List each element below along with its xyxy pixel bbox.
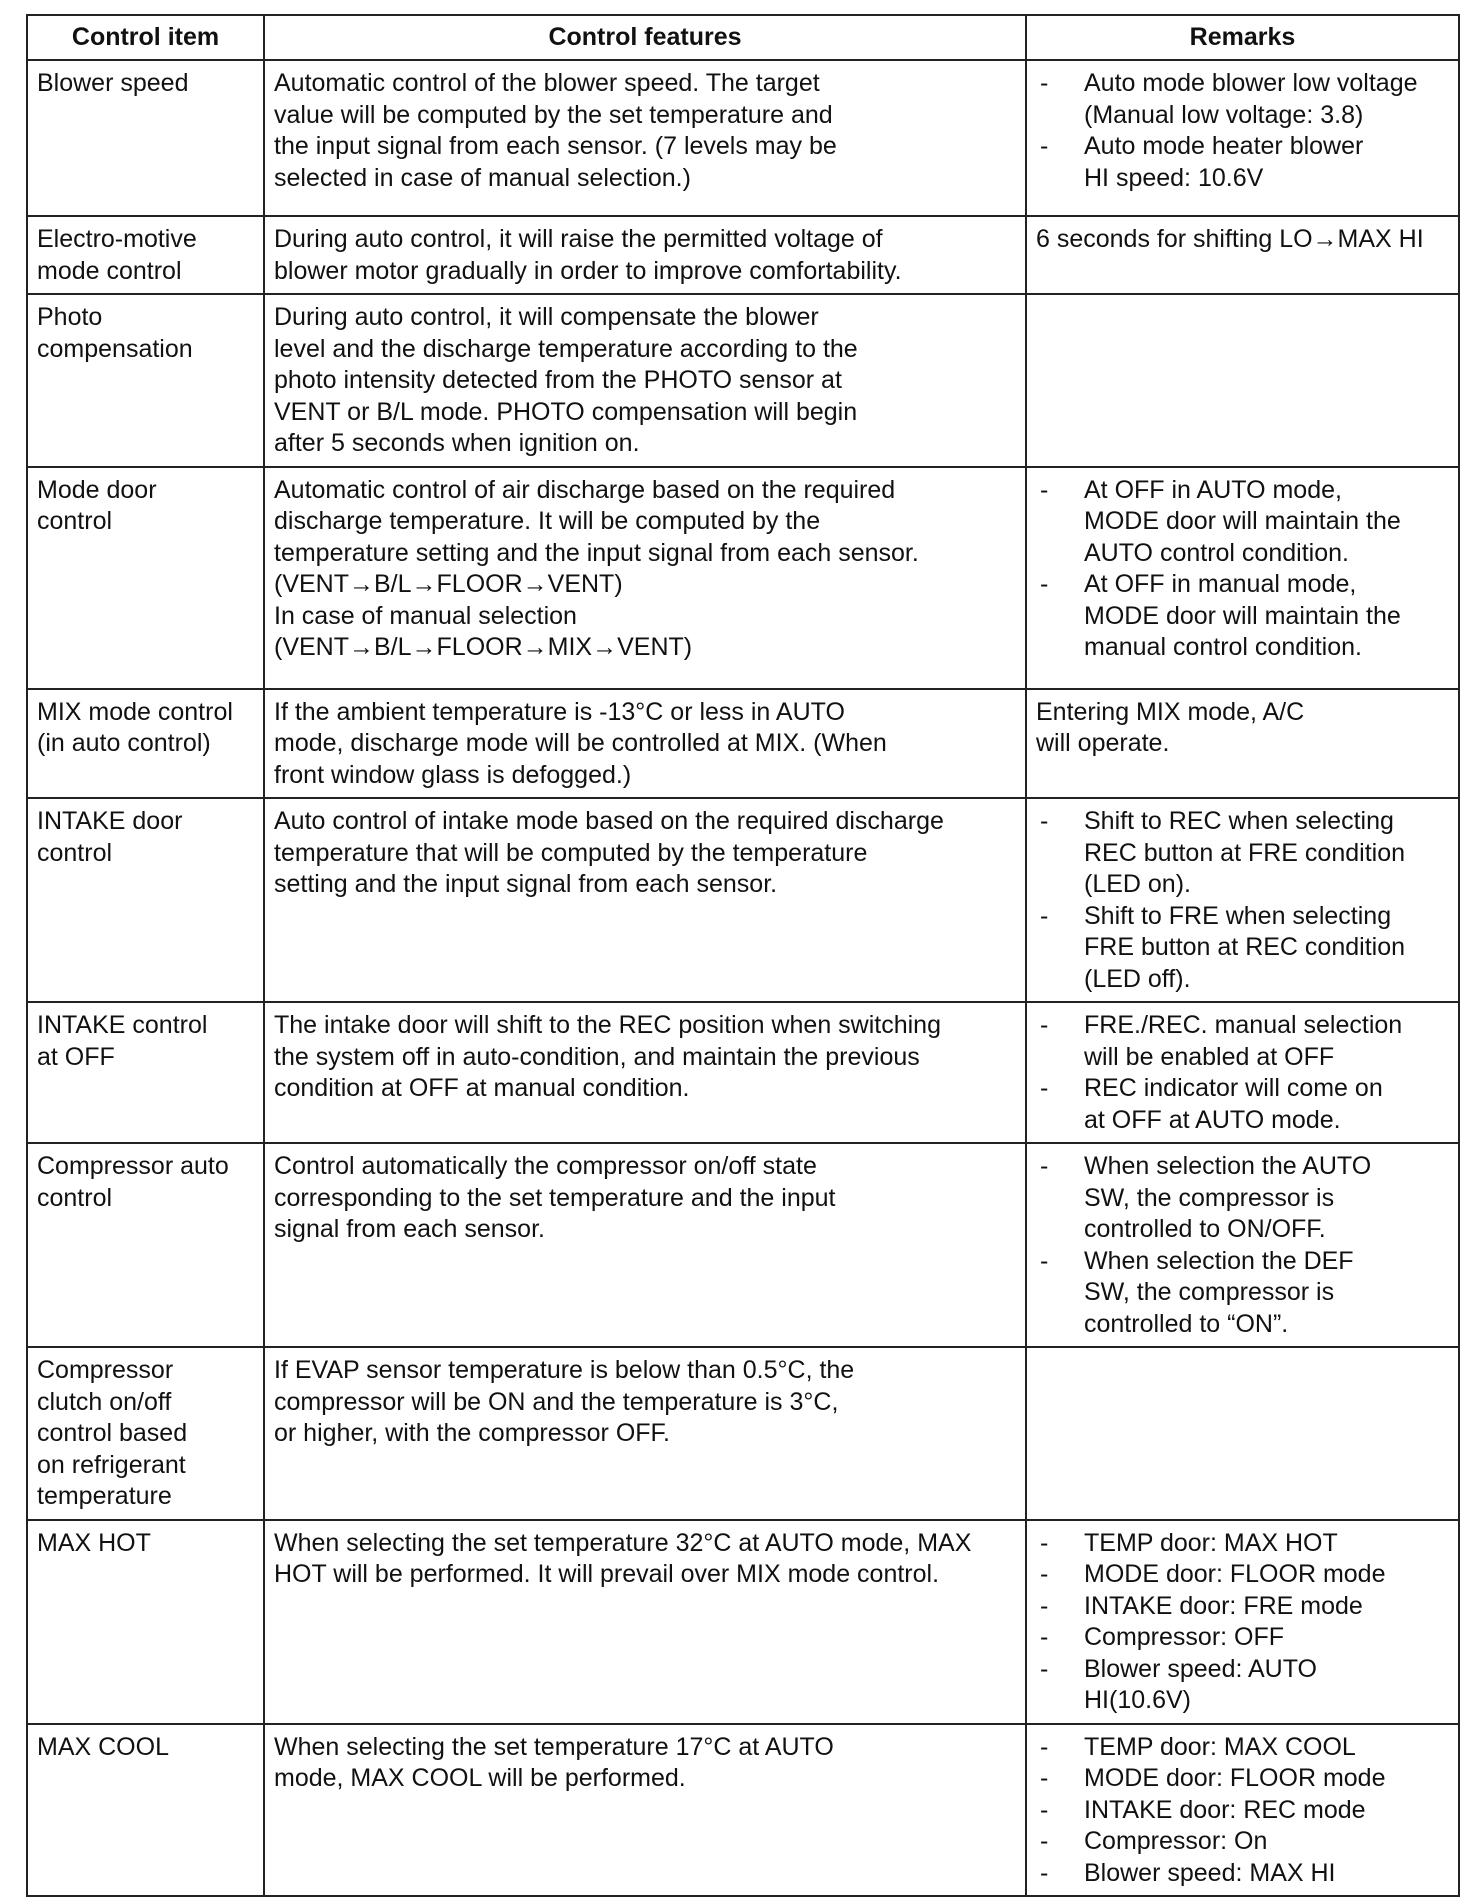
- remarks-bullet-line: will be enabled at OFF: [1084, 1042, 1335, 1071]
- control-features-line: or higher, with the compressor OFF.: [274, 1419, 670, 1447]
- control-item-cell: [27, 467, 264, 689]
- control-item-cell: [27, 1143, 264, 1347]
- control-features-line: mode, discharge mode will be controlled at MIX. (When: [274, 729, 887, 757]
- control-features-line: The intake door will shift to the REC position when switching: [274, 1011, 941, 1039]
- remarks-bullet: [1036, 1654, 1450, 1717]
- control-item-line: MAX HOT: [37, 1528, 151, 1557]
- control-item-cell: [27, 294, 264, 467]
- bullet-dash-icon: -: [1040, 1528, 1049, 1557]
- remarks-bullet: [1036, 1591, 1450, 1623]
- remarks-cell: [1026, 60, 1459, 216]
- control-features-line: mode, MAX COOL will be performed.: [274, 1764, 686, 1792]
- bullet-dash-icon: -: [1040, 1152, 1049, 1180]
- remarks-bullet-line: Shift to REC when selecting: [1084, 807, 1394, 835]
- table-row: [27, 60, 1459, 216]
- bullet-dash-icon: -: [1040, 1623, 1049, 1651]
- remarks-bullet-text: [1084, 1591, 1363, 1623]
- control-features-line: (VENT→B/L→FLOOR→MIX→VENT): [274, 633, 693, 661]
- control-item-line: control: [37, 838, 113, 867]
- control-features-line: Auto control of intake mode based on the required discharge: [274, 807, 944, 835]
- remarks-cell: [1026, 1520, 1459, 1724]
- remarks-bullet-line: AUTO control condition.: [1084, 538, 1349, 567]
- remarks-bullet-line: MODE door: FLOOR mode: [1084, 1764, 1386, 1792]
- remarks-bullet-line: SW, the compressor is: [1084, 1278, 1335, 1306]
- remarks-bullet: [1036, 1073, 1450, 1136]
- remarks-bullet-line: manual control condition.: [1084, 633, 1362, 661]
- remarks-bullet-text: [1084, 68, 1418, 131]
- table-row: [27, 1002, 1459, 1143]
- remarks-bullet: [1036, 1826, 1450, 1858]
- remarks-bullet-line: controlled to “ON”.: [1084, 1309, 1289, 1338]
- remarks-bullet: [1036, 1559, 1450, 1591]
- control-item-line: control: [37, 507, 113, 535]
- remarks-bullet: [1036, 901, 1450, 996]
- control-features-line: Control automatically the compressor on/off state: [274, 1152, 817, 1180]
- control-features-line: Automatic control of air discharge based on the required: [274, 475, 896, 504]
- control-item-line: clutch on/off: [37, 1387, 172, 1416]
- table-body: [27, 60, 1459, 1896]
- remarks-bullet: [1036, 1010, 1450, 1073]
- control-features-line: value will be computed by the set temperature and: [274, 100, 833, 129]
- control-features-line: selected in case of manual selection.): [274, 163, 691, 192]
- remarks-bullet-line: Auto mode blower low voltage: [1084, 69, 1418, 97]
- remarks-bullet: [1036, 1795, 1450, 1827]
- control-features-line: When selecting the set temperature 17°C at AUTO: [274, 1732, 834, 1761]
- control-item-line: Mode door: [37, 475, 157, 504]
- remarks-bullet: [1036, 569, 1450, 664]
- remarks-bullet-line: MODE door: FLOOR mode: [1084, 1560, 1386, 1588]
- remarks-bullet: [1036, 68, 1450, 131]
- remarks-bullet-line: INTAKE door: FRE mode: [1084, 1591, 1363, 1620]
- control-features-line: During auto control, it will raise the permitted voltage of: [274, 225, 883, 253]
- remarks-bullet-text: [1084, 131, 1363, 194]
- remarks-bullet: [1036, 806, 1450, 901]
- control-item-cell: [27, 1724, 264, 1897]
- control-features-cell: [264, 467, 1026, 689]
- remarks-bullet-text: [1084, 1654, 1317, 1717]
- control-features-line: corresponding to the set temperature and the input: [274, 1183, 836, 1212]
- remarks-bullet: [1036, 1732, 1450, 1764]
- control-item-line: Compressor: [37, 1356, 174, 1384]
- control-features-line: If EVAP sensor temperature is below than 0.5°C, the: [274, 1356, 855, 1384]
- remarks-bullet-line: Blower speed: AUTO: [1084, 1654, 1317, 1683]
- bullet-dash-icon: -: [1040, 1011, 1049, 1039]
- control-features-cell: [264, 1347, 1026, 1520]
- remarks-bullet-line: HI speed: 10.6V: [1084, 163, 1264, 192]
- control-features-cell: [264, 1520, 1026, 1724]
- control-features-line: During auto control, it will compensate the blower: [274, 303, 819, 331]
- table-row: [27, 467, 1459, 689]
- remarks-bullet-line: FRE button at REC condition: [1084, 933, 1405, 961]
- remarks-bullet-line: (Manual low voltage: 3.8): [1084, 100, 1364, 129]
- control-features-cell: [264, 294, 1026, 467]
- remarks-bullet-text: [1084, 569, 1401, 664]
- control-features-line: setting and the input signal from each sensor.: [274, 870, 778, 898]
- remarks-cell: [1026, 1143, 1459, 1347]
- bullet-dash-icon: -: [1040, 1827, 1049, 1855]
- header-remarks: Remarks: [1026, 15, 1459, 60]
- control-features-line: after 5 seconds when ignition on.: [274, 429, 640, 457]
- control-features-line: temperature setting and the input signal from each sensor.: [274, 538, 919, 567]
- remarks-bullet-text: [1084, 475, 1401, 570]
- remarks-bullet-line: REC button at FRE condition: [1084, 838, 1405, 867]
- remarks-bullet: [1036, 1763, 1450, 1795]
- bullet-dash-icon: -: [1040, 1764, 1049, 1792]
- remarks-bullet-line: SW, the compressor is: [1084, 1183, 1335, 1212]
- header-control-item: Control item: [27, 15, 264, 60]
- remarks-bullet-line: REC indicator will come on: [1084, 1074, 1383, 1102]
- remarks-bullet-text: [1084, 901, 1405, 996]
- remarks-cell: [1026, 689, 1459, 799]
- remarks-bullet: [1036, 475, 1450, 570]
- control-item-cell: [27, 1002, 264, 1143]
- control-features-cell: [264, 216, 1026, 294]
- remarks-bullet: [1036, 1622, 1450, 1654]
- remarks-bullet: [1036, 131, 1450, 194]
- control-features-line: front window glass is defogged.): [274, 760, 632, 789]
- table-header: [27, 15, 1459, 60]
- remarks-bullet-line: When selection the AUTO: [1084, 1152, 1372, 1180]
- remarks-bullet-line: (LED off).: [1084, 964, 1191, 993]
- remarks-cell: [1026, 1002, 1459, 1143]
- control-features-line: the input signal from each sensor. (7 levels may be: [274, 132, 837, 160]
- remarks-bullet-text: [1084, 1246, 1354, 1341]
- table-row: [27, 1520, 1459, 1724]
- remarks-bullet-text: [1084, 1826, 1267, 1858]
- remarks-bullet-line: at OFF at AUTO mode.: [1084, 1105, 1341, 1134]
- table-row: [27, 798, 1459, 1002]
- control-features-line: level and the discharge temperature according to the: [274, 334, 858, 363]
- control-item-cell: [27, 1520, 264, 1724]
- bullet-dash-icon: -: [1040, 475, 1049, 504]
- bullet-dash-icon: -: [1040, 901, 1049, 930]
- remarks-bullet-text: [1084, 1795, 1366, 1827]
- remarks-bullet-line: Auto mode heater blower: [1084, 132, 1364, 160]
- remarks-bullet-line: Compressor: On: [1084, 1827, 1268, 1855]
- header-control-features: Control features: [264, 15, 1026, 60]
- control-features-line: blower motor gradually in order to improve comfortability.: [274, 256, 902, 285]
- remarks-cell: [1026, 1724, 1459, 1897]
- table-row: [27, 1724, 1459, 1897]
- remarks-cell: [1026, 467, 1459, 689]
- control-item-cell: [27, 689, 264, 799]
- control-item-cell: [27, 60, 264, 216]
- control-features-line: Automatic control of the blower speed. The target: [274, 69, 820, 97]
- control-item-line: Compressor auto: [37, 1152, 229, 1180]
- remarks-bullet-text: [1084, 806, 1405, 901]
- bullet-dash-icon: -: [1040, 1858, 1049, 1887]
- remarks-bullet: [1036, 1528, 1450, 1560]
- remarks-bullet-line: HI(10.6V): [1084, 1686, 1191, 1714]
- remarks-cell: [1026, 216, 1459, 294]
- remarks-cell: [1026, 294, 1459, 467]
- remarks-cell: [1026, 1347, 1459, 1520]
- bullet-dash-icon: -: [1040, 1591, 1049, 1620]
- remarks-line: 6 seconds for shifting LO→MAX HI: [1036, 225, 1424, 253]
- remarks-bullet-line: Shift to FRE when selecting: [1084, 901, 1392, 930]
- control-features-line: condition at OFF at manual condition.: [274, 1074, 690, 1102]
- remarks-line: will operate.: [1036, 729, 1170, 757]
- control-item-line: INTAKE control: [37, 1011, 208, 1039]
- control-features-line: If the ambient temperature is -13°C or less in AUTO: [274, 697, 845, 726]
- remarks-bullet-text: [1084, 1732, 1356, 1764]
- bullet-dash-icon: -: [1040, 69, 1049, 97]
- control-features-cell: [264, 1002, 1026, 1143]
- control-features-line: signal from each sensor.: [274, 1215, 545, 1243]
- bullet-dash-icon: -: [1040, 807, 1049, 835]
- remarks-bullet-text: [1084, 1151, 1371, 1246]
- control-item-line: temperature: [37, 1482, 172, 1510]
- remarks-bullet: [1036, 1246, 1450, 1341]
- remarks-line: Entering MIX mode, A/C: [1036, 697, 1305, 726]
- control-item-line: MIX mode control: [37, 697, 233, 726]
- remarks-bullet-line: FRE./REC. manual selection: [1084, 1011, 1403, 1039]
- control-features-line: photo intensity detected from the PHOTO sensor at: [274, 366, 842, 394]
- bullet-dash-icon: -: [1040, 570, 1049, 598]
- table-row: [27, 294, 1459, 467]
- control-item-line: at OFF: [37, 1042, 115, 1071]
- bullet-dash-icon: -: [1040, 1560, 1049, 1588]
- control-features-line: VENT or B/L mode. PHOTO compensation will begin: [274, 397, 858, 426]
- control-item-line: Electro-motive: [37, 225, 197, 253]
- control-features-line: HOT will be performed. It will prevail over MIX mode control.: [274, 1560, 940, 1588]
- control-features-cell: [264, 1143, 1026, 1347]
- remarks-bullet-line: Blower speed: MAX HI: [1084, 1858, 1336, 1887]
- remarks-bullet-text: [1084, 1528, 1338, 1560]
- table-row: [27, 689, 1459, 799]
- control-features-line: When selecting the set temperature 32°C at AUTO mode, MAX: [274, 1528, 972, 1557]
- control-item-cell: [27, 216, 264, 294]
- remarks-bullet-line: TEMP door: MAX HOT: [1084, 1528, 1338, 1557]
- remarks-bullet-line: At OFF in manual mode,: [1084, 570, 1357, 598]
- table-row: [27, 1143, 1459, 1347]
- control-item-line: MAX COOL: [37, 1732, 169, 1761]
- remarks-bullet-text: [1084, 1010, 1402, 1073]
- bullet-dash-icon: -: [1040, 1732, 1049, 1761]
- control-item-cell: [27, 798, 264, 1002]
- bullet-dash-icon: -: [1040, 132, 1049, 160]
- bullet-dash-icon: -: [1040, 1074, 1049, 1102]
- control-item-line: compensation: [37, 334, 193, 363]
- control-features-cell: [264, 1724, 1026, 1897]
- remarks-bullet-line: TEMP door: MAX COOL: [1084, 1732, 1356, 1761]
- table-row: [27, 216, 1459, 294]
- remarks-bullet: [1036, 1151, 1450, 1246]
- control-features-cell: [264, 60, 1026, 216]
- control-item-line: Photo: [37, 303, 103, 331]
- remarks-bullet-line: INTAKE door: REC mode: [1084, 1795, 1366, 1824]
- remarks-bullet-line: At OFF in AUTO mode,: [1084, 475, 1342, 504]
- bullet-dash-icon: -: [1040, 1795, 1049, 1824]
- remarks-bullet-line: (LED on).: [1084, 870, 1191, 898]
- remarks-bullet-line: controlled to ON/OFF.: [1084, 1215, 1326, 1243]
- control-item-line: INTAKE door: [37, 807, 183, 835]
- control-item-cell: [27, 1347, 264, 1520]
- control-features-line: discharge temperature. It will be computed by the: [274, 507, 821, 535]
- control-features-line: (VENT→B/L→FLOOR→VENT): [274, 570, 623, 598]
- control-features-line: compressor will be ON and the temperature is 3°C,: [274, 1387, 839, 1416]
- remarks-bullet-line: MODE door will maintain the: [1084, 601, 1401, 630]
- control-item-line: control: [37, 1183, 113, 1212]
- remarks-bullet-text: [1084, 1073, 1383, 1136]
- control-item-line: Blower speed: [37, 69, 189, 97]
- control-features-line: the system off in auto-condition, and maintain the previous: [274, 1042, 920, 1071]
- remarks-cell: [1026, 798, 1459, 1002]
- remarks-bullet-text: [1084, 1622, 1284, 1654]
- header-row: [27, 15, 1459, 60]
- control-features-line: temperature that will be computed by the temperature: [274, 838, 868, 867]
- control-item-line: on refrigerant: [37, 1450, 186, 1479]
- bullet-dash-icon: -: [1040, 1654, 1049, 1683]
- remarks-bullet-line: Compressor: OFF: [1084, 1623, 1285, 1651]
- control-features-cell: [264, 689, 1026, 799]
- control-features-line: In case of manual selection: [274, 601, 577, 630]
- control-items-table: [26, 14, 1460, 1897]
- remarks-bullet: [1036, 1858, 1450, 1890]
- control-features-cell: [264, 798, 1026, 1002]
- remarks-bullet-line: When selection the DEF: [1084, 1246, 1354, 1275]
- control-item-line: control based: [37, 1419, 188, 1447]
- remarks-bullet-text: [1084, 1858, 1336, 1890]
- table-row: [27, 1347, 1459, 1520]
- control-item-line: (in auto control): [37, 729, 211, 757]
- remarks-bullet-text: [1084, 1559, 1385, 1591]
- remarks-bullet-text: [1084, 1763, 1385, 1795]
- remarks-bullet-line: MODE door will maintain the: [1084, 507, 1401, 535]
- bullet-dash-icon: -: [1040, 1246, 1049, 1275]
- control-item-line: mode control: [37, 256, 182, 285]
